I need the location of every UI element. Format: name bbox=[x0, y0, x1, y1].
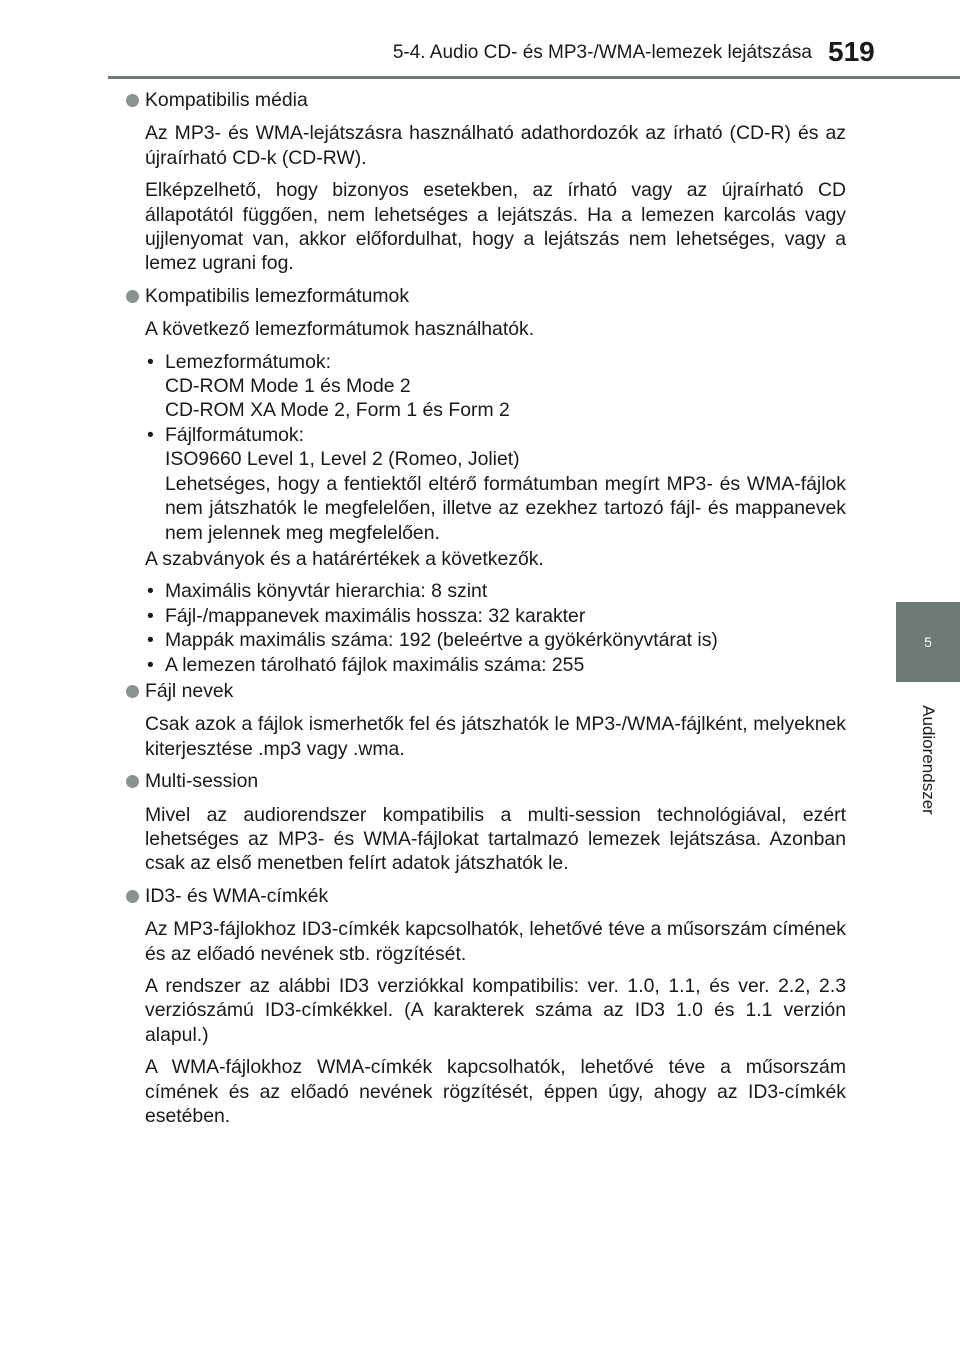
section-heading bbox=[126, 679, 846, 703]
bullet-dot-icon bbox=[126, 890, 139, 903]
paragraph: Mivel az audiorendszer kompatibilis a multi-session technológiával, ezért lehetséges az MP3- és WMA-fájlokat tartalmazó lemezek lejátszása. Azonban csak az első menetben felírt adatok játszhatók le. bbox=[145, 803, 846, 875]
section-heading bbox=[126, 284, 846, 308]
section-file-names bbox=[126, 679, 846, 761]
paragraph: A WMA-fájlokhoz WMA-címkék kapcsolhatók, lehetővé téve a műsorszám címének és az előadó nevének rögzítését, éppen úgy, ahogy az ID3-címkék esetében. bbox=[145, 1056, 846, 1128]
paragraph: A szabványok és a határértékek a következők. bbox=[145, 547, 544, 570]
heading-text: Fájl nevek bbox=[145, 679, 234, 702]
list-item-title: • Lemezformátumok: bbox=[165, 350, 331, 373]
section-heading bbox=[126, 88, 846, 112]
bullet-dot-icon bbox=[126, 685, 139, 698]
limits-list bbox=[145, 579, 846, 677]
paragraph: A rendszer az alábbi ID3 verziókkal kompatibilis: ver. 1.0, 1.1, és ver. 2.2, 2.3 verziószámú ID3-címkékkel. (A karakterek száma az ID3 1.0 és 1.1 verzión alapul.) bbox=[145, 975, 846, 1046]
list-item: • Maximális könyvtár hierarchia: 8 szint bbox=[145, 579, 846, 603]
chapter-side-label: Audiorendszer bbox=[919, 705, 938, 815]
section-compatible-media bbox=[126, 88, 846, 276]
paragraph: Csak azok a fájlok ismerhetők fel és játszhatók le MP3-/WMA-fájlként, melyeknek kiterjesztése .mp3 vagy .wma. bbox=[145, 713, 846, 760]
heading-text: Kompatibilis média bbox=[145, 89, 308, 111]
list-item-line: ISO9660 Level 1, Level 2 (Romeo, Joliet) bbox=[165, 448, 520, 471]
chapter-number: 5 bbox=[924, 634, 932, 650]
section-id3-wma-tags bbox=[126, 884, 846, 1129]
section-heading bbox=[126, 884, 846, 908]
paragraph: Az MP3-fájlokhoz ID3-címkék kapcsolhatók, lehetővé téve a műsorszám címének és az előadó nevének stb. rögzítését. bbox=[145, 918, 846, 965]
list-item-line: Lehetséges, hogy a fentiektől eltérő formátumban megírt MP3- és WMA-fájlok nem játszhatók le megfelelően, illetve az ezekhez tartozó fájl- és mappanevek nem jelennek meg megfelelően. bbox=[165, 472, 846, 544]
page-number: 519 bbox=[828, 36, 875, 67]
list-item: • Mappák maximális száma: 192 (beleértve a gyökérkönyvtárat is) bbox=[145, 628, 846, 652]
chapter-tab bbox=[896, 602, 960, 682]
format-list bbox=[145, 350, 846, 545]
bullet-dot-icon bbox=[126, 94, 139, 107]
list-item-line: CD-ROM XA Mode 2, Form 1 és Form 2 bbox=[165, 399, 510, 422]
list-item: • Fájl-/mappanevek maximális hossza: 32 karakter bbox=[145, 604, 846, 628]
header-title: 5-4. Audio CD- és MP3-/WMA-lemezek lejátszása bbox=[392, 42, 812, 63]
heading-text: Multi-session bbox=[145, 770, 259, 793]
list-item: • A lemezen tárolható fájlok maximális száma: 255 bbox=[145, 653, 846, 677]
section-compatible-formats bbox=[126, 284, 846, 677]
list-item bbox=[145, 423, 846, 545]
paragraph: Elképzelhető, hogy bizonyos esetekben, az írható vagy az újraírható CD állapotától függően, nem lehetséges a lejátszás. Ha a lemezen karcolás vagy ujjlenyomat van, akkor előfordulhat, hogy a lejátszás nem lehetséges, vagy a lemez ugrani fog. bbox=[145, 179, 846, 275]
paragraph: Az MP3- és WMA-lejátszásra használható adathordozók az írható (CD-R) és az újraírható CD-k (CD-RW). bbox=[145, 122, 846, 169]
page-content bbox=[126, 88, 846, 1136]
section-multi-session bbox=[126, 769, 846, 876]
paragraph: A következő lemezformátumok használhatók. bbox=[145, 318, 535, 341]
heading-text: Kompatibilis lemezformátumok bbox=[145, 284, 410, 307]
section-heading bbox=[126, 769, 846, 793]
header-rule bbox=[108, 76, 960, 79]
heading-text: ID3- és WMA-címkék bbox=[145, 884, 329, 907]
list-item-title: • Fájlformátumok: bbox=[165, 423, 305, 446]
list-item bbox=[145, 350, 846, 423]
bullet-dot-icon bbox=[126, 290, 139, 303]
list-item-line: CD-ROM Mode 1 és Mode 2 bbox=[165, 375, 411, 398]
bullet-dot-icon bbox=[126, 775, 139, 788]
